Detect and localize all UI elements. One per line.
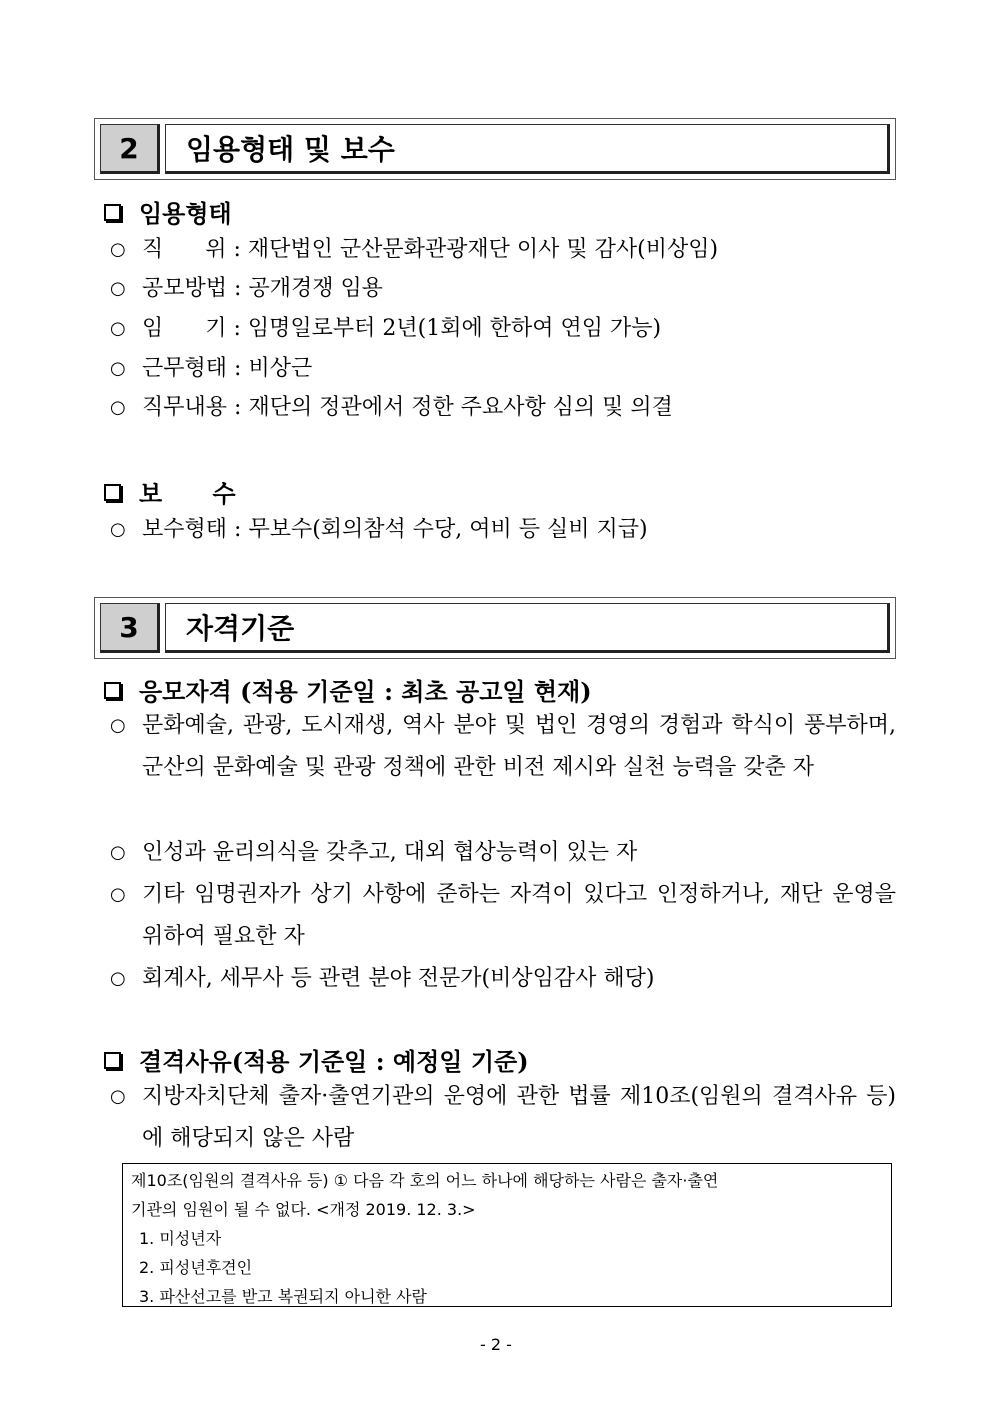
- law-list-item: 3. 파산선고를 받고 복권되지 아니한 사람: [139, 1287, 427, 1306]
- section-header-3: [94, 597, 896, 659]
- checkbox-square-icon: [104, 204, 121, 221]
- checkbox-square-icon: [104, 1052, 121, 1069]
- item-value: 임명일로부터 2년(1회에 한하여 연임 가능): [247, 316, 662, 341]
- item-text: 회계사, 세무사 등 관련 분야 전문가(비상임감사 해당): [142, 966, 655, 991]
- circle-bullet-icon: ○: [110, 278, 126, 299]
- list-item: [110, 874, 896, 958]
- colon: :: [234, 517, 242, 542]
- item-label: 임 기: [142, 316, 227, 341]
- subsection-heading-eligibility: [104, 672, 592, 707]
- colon: :: [234, 356, 242, 381]
- circle-bullet-icon: ○: [110, 519, 126, 540]
- circle-bullet-icon: ○: [110, 968, 126, 989]
- list-item: [110, 268, 896, 310]
- page-number: - 2 -: [480, 1335, 512, 1354]
- colon: :: [233, 316, 241, 341]
- section-number: 3: [100, 603, 160, 653]
- circle-bullet-icon: ○: [110, 884, 126, 905]
- section-title: 임용형태 및 보수: [165, 124, 890, 174]
- item-value: 공개경쟁 임용: [248, 276, 383, 301]
- item-text: 인성과 윤리의식을 갖추고, 대외 협상능력이 있는 자: [142, 840, 638, 865]
- list-item: [110, 958, 896, 1000]
- subsection-heading-compensation: [104, 474, 236, 509]
- subsection-title: 결격사유(적용 기준일 : 예정일 기준): [139, 1047, 529, 1076]
- section-header-2: [94, 118, 896, 180]
- law-excerpt-box: [122, 1163, 892, 1307]
- list-item: [110, 832, 896, 874]
- law-list-item: 1. 미성년자: [139, 1229, 222, 1248]
- item-text: 문화예술, 관광, 도시재생, 역사 분야 및 법인 경영의 경험과 학식이 풍부하며, 군산의 문화예술 및 관광 정책에 관한 비전 제시와 실천 능력을 갖춘 자: [142, 713, 896, 780]
- subsection-heading-employment-type: [104, 194, 232, 229]
- list-item: [110, 705, 896, 789]
- checkbox-square-icon: [104, 484, 121, 501]
- law-line: 기관의 임원이 될 수 없다. <개정 2019. 12. 3.>: [131, 1200, 476, 1219]
- section-number: 2: [100, 124, 160, 174]
- law-list-item: 2. 피성년후견인: [139, 1258, 253, 1277]
- item-value: 비상근: [248, 356, 313, 381]
- colon: :: [234, 276, 242, 301]
- item-label: 직무내용: [142, 395, 228, 420]
- list-item: [110, 1076, 896, 1160]
- subsection-title: 응모자격 (적용 기준일 : 최초 공고일 현재): [139, 677, 592, 706]
- circle-bullet-icon: ○: [110, 715, 126, 736]
- list-item: [110, 387, 896, 429]
- item-text: 기타 임명권자가 상기 사항에 준하는 자격이 있다고 인정하거나, 재단 운영을 위하여 필요한 자: [142, 882, 896, 949]
- circle-bullet-icon: ○: [110, 318, 126, 339]
- item-text: 지방자치단체 출자·출연기관의 운영에 관한 법률 제10조(임원의 결격사유 등)에 해당되지 않은 사람: [142, 1084, 896, 1151]
- list-item: [110, 348, 896, 390]
- item-value: 재단의 정관에서 정한 주요사항 심의 및 의결: [248, 395, 673, 420]
- circle-bullet-icon: ○: [110, 842, 126, 863]
- list-item: [110, 229, 896, 271]
- circle-bullet-icon: ○: [110, 397, 126, 418]
- section-title: 자격기준: [165, 603, 890, 653]
- circle-bullet-icon: ○: [110, 1086, 126, 1107]
- list-item: [110, 308, 896, 350]
- colon: :: [233, 237, 241, 262]
- subsection-title: 임용형태: [139, 199, 232, 228]
- subsection-heading-disqualification: [104, 1042, 529, 1077]
- item-value: 재단법인 군산문화관광재단 이사 및 감사(비상임): [247, 237, 719, 262]
- item-label: 공모방법: [142, 276, 228, 301]
- item-label: 보수형태: [142, 517, 228, 542]
- colon: :: [234, 395, 242, 420]
- list-item: [110, 509, 896, 551]
- item-label: 근무형태: [142, 356, 228, 381]
- circle-bullet-icon: ○: [110, 239, 126, 260]
- subsection-title: 보 수: [139, 479, 236, 508]
- circle-bullet-icon: ○: [110, 358, 126, 379]
- law-line: 제10조(임원의 결격사유 등) ① 다음 각 호의 어느 하나에 해당하는 사람은 출자·출연: [131, 1171, 719, 1190]
- checkbox-square-icon: [104, 682, 121, 699]
- item-value: 무보수(회의참석 수당, 여비 등 실비 지급): [248, 517, 648, 542]
- item-label: 직 위: [142, 237, 227, 262]
